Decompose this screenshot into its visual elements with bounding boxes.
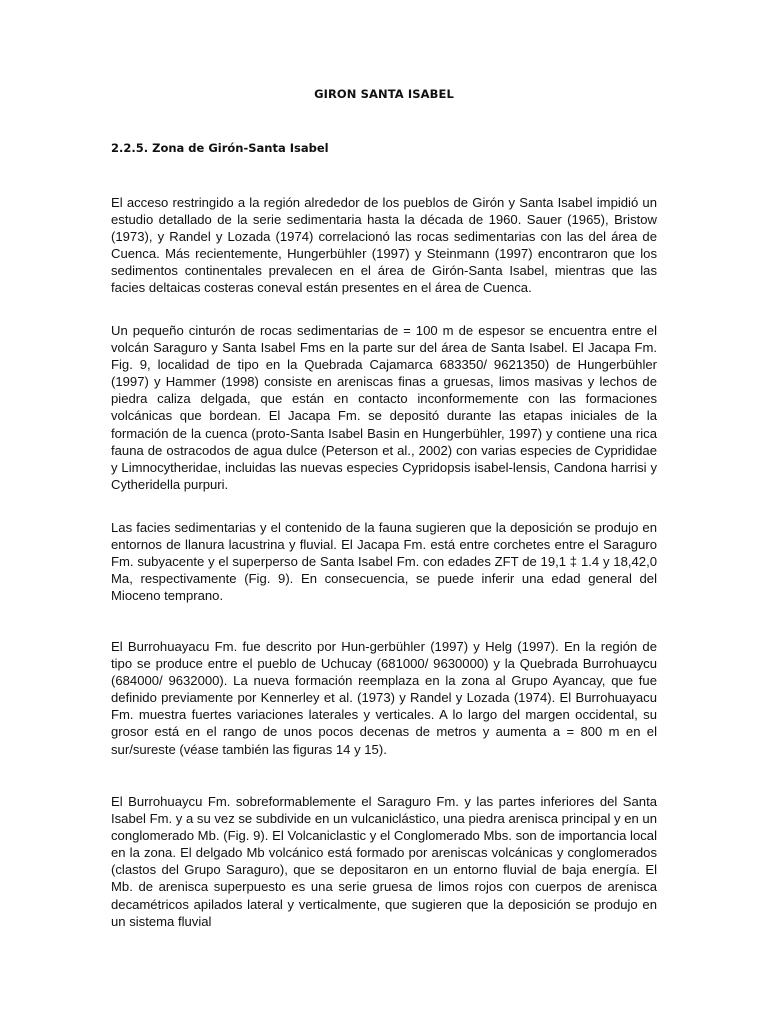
paragraph: El Burrohuaycu Fm. sobreformablemente el Saraguro Fm. y las partes inferiores del Santa Isabel Fm. y a su vez se subdivide en un vulcaniclástico, una piedra arenisca principal y en un conglomerado Mb. (Fig. 9). El Volcaniclastic y el Conglomerado Mbs. son de importancia local en la zona. El delgado Mb volcánico está formado por areniscas volcánicas y conglomerados (clastos del Grupo Saraguro), que se depositaron en un entorno fluvial de baja energía. El Mb. de arenisca superpuesto es una serie gruesa de limos rojos con cuerpos de arenisca decamétricos apilados lateral y verticalmente, que sugieren que la deposición se produjo en un sistema fluvial: [111, 794, 657, 929]
paragraph: Las facies sedimentarias y el contenido de la fauna sugieren que la deposición se produjo en entornos de llanura lacustrina y fluvial. El Jacapa Fm. está entre corchetes entre el Saraguro Fm. subyacente y el superperso de Santa Isabel Fm. con edades ZFT de 19,1 ‡ 1.4 y 18,42,0 Ma, respectivamente (Fig. 9). En consecuencia, se puede inferir una edad general del Mioceno temprano.: [111, 520, 657, 604]
paragraph: Un pequeño cinturón de rocas sedimentarias de = 100 m de espesor se encuentra entre el volcán Saraguro y Santa Isabel Fms en la parte sur del área de Santa Isabel. El Jacapa Fm. Fig. 9, localidad de tipo en la Quebrada Cajamarca 683350/ 9621350) de Hungerbühler (1997) y Hammer (1998) consiste en areniscas finas a gruesas, limos masivas y lechos de piedra caliza delgada, que están en contacto inconformemente con las formaciones volcánicas que bordean. El Jacapa Fm. se depositó durante las etapas iniciales de la formación de la cuenca (proto-Santa Isabel Basin en Hungerbühler, 1997) y contiene una rica fauna de ostracodos de agua dulce (Peterson et al., 2002) con varias especies de Cyprididae y Limnocytheridae, incluidas las nuevas especies Cypridopsis isabel-lensis, Candona harrisi y Cytheridella purpuri.: [111, 323, 657, 492]
paragraph: El Burrohuayacu Fm. fue descrito por Hun-gerbühler (1997) y Helg (1997). En la región de tipo se produce entre el pueblo de Uchucay (681000/ 9630000) y la Quebrada Burrohuaycu (684000/ 9632000). La nueva formación reemplaza en la zona al Grupo Ayancay, que fue definido previamente por Kennerley et al. (1973) y Randel y Lozada (1974). El Burrohuayacu Fm. muestra fuertes variaciones laterales y verticales. A lo largo del margen occidental, su grosor está en el rango de unos pocos decenas de metros y aumenta a = 800 m en el sur/sureste (véase también las figuras 14 y 15).: [111, 639, 657, 757]
page-title: GIRON SANTA ISABEL: [314, 87, 454, 101]
paragraph: El acceso restringido a la región alrededor de los pueblos de Girón y Santa Isabel impidió un estudio detallado de la serie sedimentaria hasta la década de 1960. Sauer (1965), Bristow (1973), y Randel y Lozada (1974) correlacionó las rocas sedimentarias con las del área de Cuenca. Más recientemente, Hungerbühler (1997) y Steinmann (1997) encontraron que los sedimentos continentales prevalecen en el área de Girón-Santa Isabel, mientras que las facies deltaicas costeras coneval están presentes en el área de Cuenca.: [111, 195, 657, 296]
section-heading: 2.2.5. Zona de Girón-Santa Isabel: [111, 141, 329, 155]
